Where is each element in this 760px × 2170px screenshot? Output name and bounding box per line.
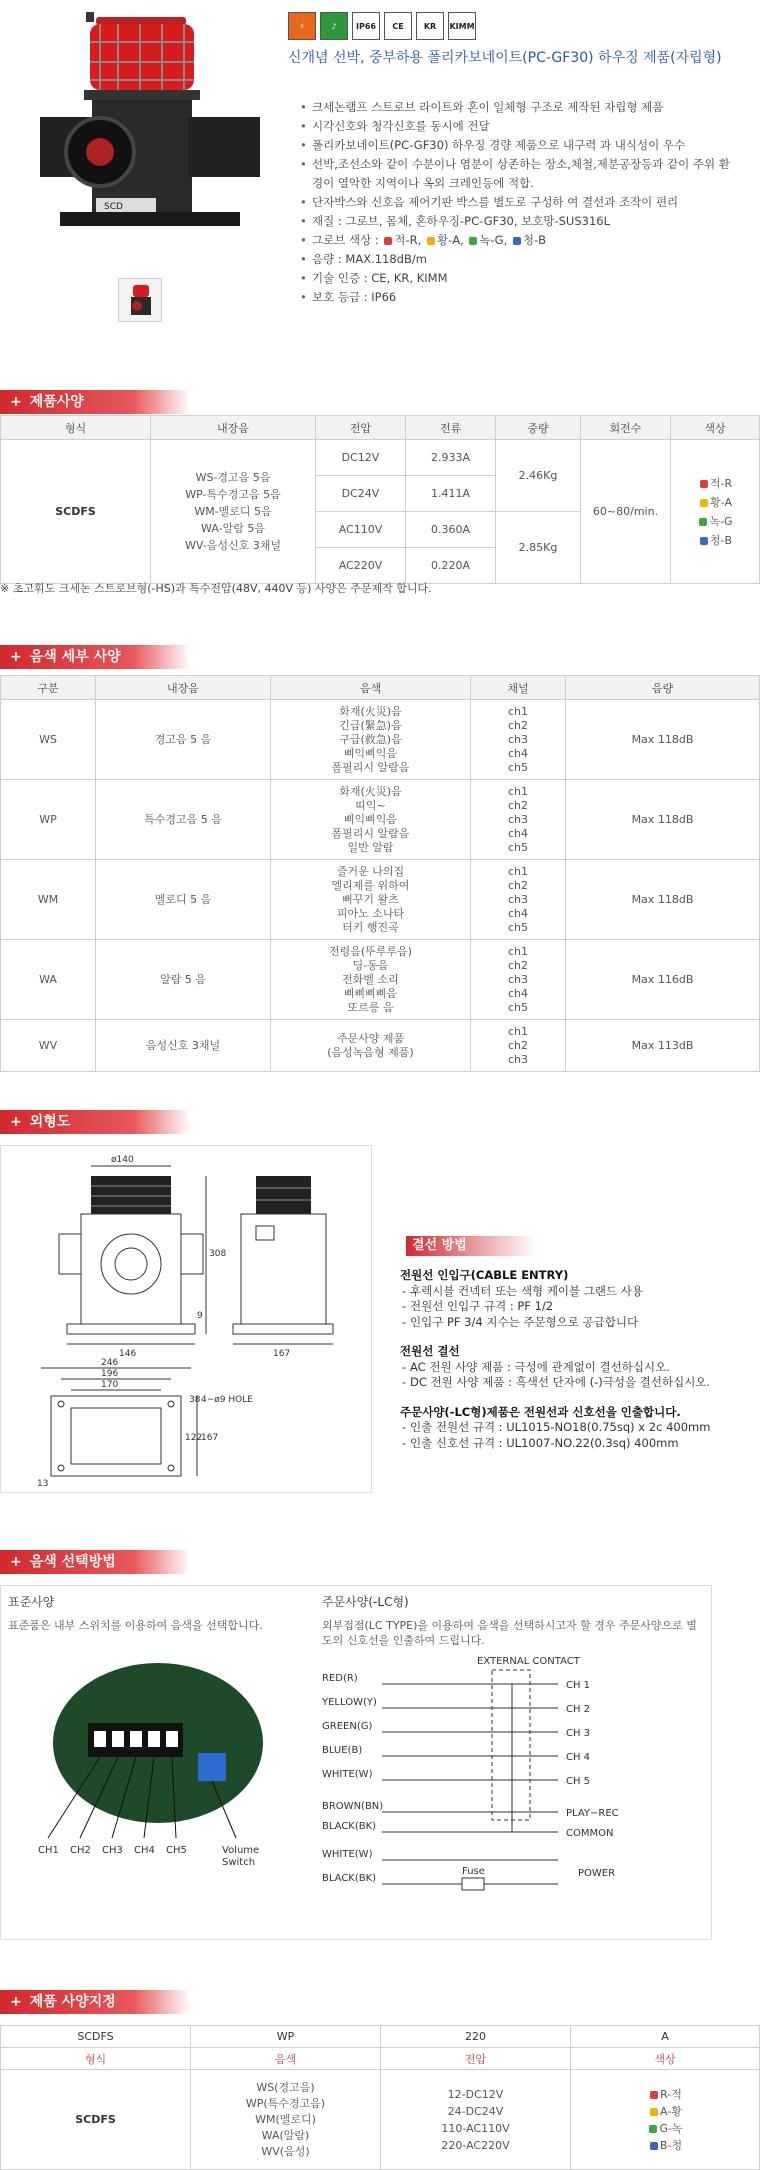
- channel: ch4: [507, 746, 529, 760]
- wire-label: BROWN(BN): [322, 1801, 384, 1812]
- wiring-item: - 후렉시블 컨넥터 또는 색형 케이블 그랜드 사용: [400, 1284, 755, 1300]
- sounds-cell: [191, 2070, 381, 2170]
- name-cell: 알람 5 음: [96, 940, 271, 1020]
- feature-item: • 재질 : 그로브, 몸체, 혼하우징-PC-GF30, 보호망-SUS316L: [300, 212, 740, 231]
- green-swatch-icon: [649, 2125, 657, 2133]
- channel: ch3: [507, 732, 529, 746]
- ce-badge: CE: [384, 12, 412, 40]
- tones-cell: [271, 700, 471, 780]
- color-label: 청-B: [522, 233, 547, 247]
- product-image: [40, 12, 260, 242]
- sound-item: WM-멜로디 5음: [194, 505, 272, 518]
- colors-cell: [571, 2070, 760, 2170]
- channels-cell: [471, 940, 566, 1020]
- product-title: 신개념 선박, 중부하용 폴리카보네이트(PC-GF30) 하우징 제품(자립형): [288, 50, 722, 66]
- sound-detail-table: [0, 675, 760, 1072]
- dim-label: 246: [101, 1358, 119, 1368]
- table-row: [1, 700, 760, 780]
- dim-label: 167: [273, 1349, 291, 1359]
- color-row: [671, 493, 759, 512]
- weight-cell: 2.85Kg: [496, 512, 581, 584]
- volume-cell: Max 118dB: [566, 860, 760, 940]
- tone: 피아노 소나타: [336, 906, 405, 920]
- red-swatch-icon: [700, 480, 708, 488]
- table-row: [1, 780, 760, 860]
- section-header-sound-select: + 음색 선택방법: [0, 1550, 190, 1574]
- voltage-option: 24-DC24V: [447, 2104, 504, 2118]
- channel: ch1: [507, 704, 529, 718]
- tone: 삐익삐익음: [343, 812, 398, 826]
- current-cell: 0.220A: [406, 548, 496, 584]
- voltage-cell: DC24V: [316, 476, 406, 512]
- volume-cell: Max 116dB: [566, 940, 760, 1020]
- spec-note: ※ 초고휘도 크세논 스트로브형(-HS)과 특수전압(48V, 440V 등) 사양은 주문제작 합니다.: [0, 582, 432, 595]
- wiring-item: - 인출 전원선 규격 : UL1015-NO18(0.75sq) x 2c 400mm: [400, 1420, 755, 1436]
- channel: ch5: [507, 1000, 529, 1014]
- feature-list: [300, 98, 740, 307]
- column-header: 색상: [571, 2048, 760, 2070]
- green-swatch-icon: [469, 237, 477, 245]
- colors-label: 그로브 색상 :: [312, 233, 379, 247]
- tones-cell: [271, 780, 471, 860]
- rpm-cell: 60~80/min.: [581, 440, 671, 584]
- column-header: 전압: [316, 416, 406, 440]
- channel: ch5: [507, 840, 529, 854]
- sound-option: WP(특수경고음): [245, 2096, 326, 2110]
- channel: ch3: [507, 972, 529, 986]
- volume-cell: Max 118dB: [566, 700, 760, 780]
- model-cell: SCDFS: [1, 2070, 191, 2170]
- lc-spec-panel: [322, 1593, 707, 1927]
- wire-label: GREEN(G): [322, 1721, 373, 1732]
- dim-label: 170: [101, 1380, 119, 1390]
- switch-label: CH3: [102, 1845, 123, 1856]
- dim-label: 146: [119, 1349, 137, 1359]
- color-row: [571, 2137, 759, 2154]
- voltage-cell: AC220V: [316, 548, 406, 584]
- diagram-title: EXTERNAL CONTACT: [477, 1656, 580, 1667]
- amber-swatch-icon: [427, 237, 435, 245]
- feature-item-colors: • 그로브 색상 : 적-R, 황-A, 녹-G, 청-B: [300, 231, 740, 250]
- column-header: 회전수: [581, 416, 671, 440]
- sound-option: WV(음성): [261, 2144, 310, 2158]
- dimension-drawing-box: [0, 1145, 372, 1493]
- tone: 딩-동음: [352, 958, 389, 972]
- color-row: [571, 2103, 759, 2120]
- code-cell: WP: [1, 780, 96, 860]
- ip66-badge: IP66: [352, 12, 380, 40]
- product-thumbnail[interactable]: [118, 278, 162, 322]
- kimm-badge: KIMM: [448, 12, 476, 40]
- channels-cell: [471, 700, 566, 780]
- channels-cell: [471, 1020, 566, 1072]
- wiring-item: - AC 전원 사양 제품 : 극성에 관계없이 결선하십시오.: [400, 1360, 755, 1376]
- panel-text: 표준품은 내부 스위치를 이용하여 음색을 선택합니다.: [8, 1619, 263, 1632]
- red-swatch-icon: [650, 2091, 658, 2099]
- sound-option: WA(알람): [261, 2128, 310, 2142]
- section-header-spec: + 제품사양: [0, 390, 190, 414]
- wiring-item: - DC 전원 사양 제품 : 흑색선 단자에 (-)극성을 결선하십시오.: [400, 1375, 755, 1391]
- tone: (음성녹음형 제품): [327, 1045, 414, 1059]
- column-header: 음색: [191, 2048, 381, 2070]
- wiring-instructions: [400, 1262, 755, 1451]
- wire-label: WHITE(W): [322, 1849, 373, 1860]
- switch-label: CH2: [70, 1845, 91, 1856]
- dip-switch-board: [8, 1643, 308, 1913]
- red-swatch-icon: [384, 237, 392, 245]
- section-header-sound-detail: + 음색 세부 사양: [0, 645, 190, 669]
- color-row: [671, 531, 759, 550]
- standard-spec-panel: [8, 1593, 314, 1916]
- color-label: A-황: [660, 2104, 682, 2118]
- voltage-option: 220-AC220V: [441, 2138, 510, 2152]
- ul-icon: ⚡: [288, 12, 316, 40]
- code-cell: WS: [1, 700, 96, 780]
- dim-label: 122: [185, 1433, 203, 1443]
- channel: ch2: [507, 798, 529, 812]
- current-cell: 2.933A: [406, 440, 496, 476]
- column-header: 음색: [271, 676, 471, 700]
- channel-label: COMMON: [566, 1828, 614, 1839]
- tone: 전령음(뚜루루음): [329, 944, 412, 958]
- dim-label: 308: [209, 1249, 227, 1259]
- dim-label: 196: [101, 1369, 119, 1379]
- name-cell: 경고음 5 음: [96, 700, 271, 780]
- tone: 삐익삐익음: [343, 746, 398, 760]
- panel-text: 외부접점(LC TYPE)을 이용하여 음색을 선택하시고자 할 경우 주문사양으로 별도의 신호선을 인출하여 드립니다.: [322, 1619, 697, 1647]
- color-row: [671, 474, 759, 493]
- column-header: 전류: [406, 416, 496, 440]
- wire-label: RED(R): [322, 1673, 358, 1684]
- wiring-heading: 전원선 결선: [400, 1344, 460, 1358]
- feature-item: • 기술 인증 : CE, KR, KIMM: [300, 269, 740, 288]
- section-header-ordering: + 제품 사양지정: [0, 1990, 190, 2014]
- switch-label: CH1: [38, 1845, 59, 1856]
- dim-label: 167: [201, 1433, 219, 1443]
- feature-item: • 단자박스와 신호음 제어기판 박스를 별도로 구성하 여 결선과 조작이 편리: [300, 193, 740, 212]
- column-header: 내장음: [151, 416, 316, 440]
- weight-cell: 2.46Kg: [496, 440, 581, 512]
- green-swatch-icon: [699, 518, 707, 526]
- color-row: [671, 512, 759, 531]
- amber-swatch-icon: [650, 2108, 658, 2116]
- code-cell: WM: [1, 860, 96, 940]
- tone: 화재(火災)음: [339, 784, 402, 798]
- channel: ch2: [507, 958, 529, 972]
- color-row: [571, 2120, 759, 2137]
- channel: ch1: [507, 864, 529, 878]
- channels-cell: [471, 860, 566, 940]
- column-header: 중량: [496, 416, 581, 440]
- channel: ch5: [507, 760, 529, 774]
- feature-item: • 보호 등급 : IP66: [300, 288, 740, 307]
- color-label: 녹-G: [479, 233, 504, 247]
- dimension-drawing: [1, 1146, 371, 1492]
- wire-label: BLUE(B): [322, 1745, 363, 1756]
- column-header: 음량: [566, 676, 760, 700]
- feature-item: • 음량 : MAX.118dB/m: [300, 250, 740, 269]
- column-header: 전압: [381, 2048, 571, 2070]
- order-code: A: [571, 2026, 760, 2048]
- switch-label: CH5: [166, 1845, 187, 1856]
- tone: 구급(救急)음: [339, 732, 402, 746]
- colors-cell: [671, 440, 760, 584]
- color-label: 황-A: [436, 233, 461, 247]
- column-header: 형식: [1, 2048, 191, 2070]
- dim-label: ø140: [111, 1155, 134, 1165]
- tone: 삐삐삐삐음: [343, 986, 398, 1000]
- column-header: 채널: [471, 676, 566, 700]
- model-cell: SCDFS: [1, 440, 151, 584]
- column-header: 색상: [671, 416, 760, 440]
- channel: ch4: [507, 906, 529, 920]
- blue-swatch-icon: [513, 237, 521, 245]
- dim-label: 9: [197, 1311, 203, 1321]
- name-cell: 음성신호 3채널: [96, 1020, 271, 1072]
- switch-label: CH4: [134, 1845, 155, 1856]
- tone: 주문사양 제품: [336, 1031, 405, 1045]
- channel-label: CH 5: [566, 1776, 591, 1787]
- tone: 전화벨 소리: [342, 972, 399, 986]
- voltages-cell: [381, 2070, 571, 2170]
- feature-item: • 폴리카보네이트(PC-GF30) 하우징 경량 제품으로 내구력 과 내식성이 우수: [300, 136, 740, 155]
- blue-swatch-icon: [650, 2142, 658, 2150]
- feature-item: • 시각신호와 청각신호를 동시에 전달: [300, 117, 740, 136]
- wiring-item: - 인출 신호선 규격 : UL1007-NO.22(0.3sq) 400mm: [400, 1436, 755, 1452]
- channel: ch1: [507, 1024, 529, 1038]
- amber-swatch-icon: [700, 499, 708, 507]
- horn-icon: ♪: [320, 12, 348, 40]
- sound-item: WV-음성신호 3채널: [185, 539, 281, 552]
- fuse-label: Fuse: [462, 1866, 485, 1877]
- sound-option: WS(경고음): [256, 2080, 315, 2094]
- channel: ch2: [507, 718, 529, 732]
- feature-item: • 크세논램프 스트로브 라이트와 혼이 일체형 구조로 제작된 자립형 제품: [300, 98, 740, 117]
- channel-label: CH 2: [566, 1704, 591, 1715]
- section-header-dimension: + 외형도: [0, 1110, 190, 1134]
- kr-badge: KR: [416, 12, 444, 40]
- tone: 터키 행진곡: [342, 920, 399, 934]
- blue-swatch-icon: [700, 537, 708, 545]
- current-cell: 0.360A: [406, 512, 496, 548]
- tones-cell: [271, 940, 471, 1020]
- wire-label: YELLOW(Y): [322, 1697, 377, 1708]
- dim-label: 38: [189, 1395, 201, 1405]
- channel: ch3: [507, 812, 529, 826]
- channel: ch1: [507, 944, 529, 958]
- voltage-cell: DC12V: [316, 440, 406, 476]
- tone: 엘리제를 위하여: [331, 878, 410, 892]
- tone: 즐거운 나의집: [336, 864, 405, 878]
- color-label: 적-R: [709, 476, 733, 490]
- wiring-heading: 주문사양(-LC형)제품은 전원선과 신호선을 인출합니다.: [400, 1404, 681, 1419]
- channel: ch4: [507, 986, 529, 1000]
- name-cell: 멜로디 5 음: [96, 860, 271, 940]
- voltage-option: 110-AC110V: [441, 2121, 510, 2135]
- wire-label: BLACK(BK): [322, 1821, 377, 1832]
- sound-item: WA-알람 5음: [201, 522, 265, 535]
- external-contact-diagram: [322, 1654, 702, 1924]
- sound-option: WM(멜로디): [255, 2112, 316, 2126]
- color-label: 청-B: [709, 533, 733, 547]
- color-label: 적-R: [394, 233, 418, 247]
- table-row: [1, 1020, 760, 1072]
- color-label: R-적: [660, 2087, 682, 2101]
- tone: 긴급(緊急)음: [339, 718, 402, 732]
- wiring-item: - 전원선 인입구 규격 : PF 1/2: [400, 1299, 755, 1315]
- color-label: B-청: [659, 2138, 683, 2152]
- tones-cell: [271, 860, 471, 940]
- name-cell: 특수경고음 5 음: [96, 780, 271, 860]
- code-cell: WV: [1, 1020, 96, 1072]
- channel: ch4: [507, 826, 529, 840]
- certification-badges: [288, 12, 476, 40]
- color-label: 녹-G: [709, 514, 733, 528]
- dim-label: 4−ø9 HOLE: [201, 1395, 253, 1405]
- channel-label: PLAY−REC: [566, 1808, 619, 1819]
- order-code: 220: [381, 2026, 571, 2048]
- wire-label: BLACK(BK): [322, 1873, 377, 1884]
- tone: 띠익~: [355, 798, 386, 812]
- channel: ch2: [507, 878, 529, 892]
- channel-label: CH 1: [566, 1680, 591, 1691]
- volume-cell: Max 118dB: [566, 780, 760, 860]
- panel-caption: 주문사양(-LC형): [322, 1595, 409, 1609]
- panel-caption: 표준사양: [8, 1595, 55, 1609]
- table-row: [1, 860, 760, 940]
- channel-label: CH 3: [566, 1728, 591, 1739]
- color-label: G-녹: [659, 2121, 683, 2135]
- channel: ch5: [507, 920, 529, 934]
- voltage-option: 12-DC12V: [447, 2087, 504, 2101]
- tone: 화재(火災)음: [339, 704, 402, 718]
- tone: 또르릉 음: [347, 1000, 394, 1014]
- sound-item: WS-경고음 5음: [195, 471, 271, 484]
- channel-label: CH 4: [566, 1752, 591, 1763]
- wiring-item: - 인입구 PF 3/4 지수는 주문형으로 공급합니다: [400, 1315, 755, 1331]
- order-code: WP: [191, 2026, 381, 2048]
- tone: 폼필리시 알람음: [331, 826, 410, 840]
- tones-cell: [271, 1020, 471, 1072]
- column-header: 내장음: [96, 676, 271, 700]
- column-header: 형식: [1, 416, 151, 440]
- channel: ch1: [507, 784, 529, 798]
- dim-label: 13: [37, 1479, 49, 1489]
- channel: ch2: [507, 1038, 529, 1052]
- switch-label: Switch: [222, 1857, 256, 1868]
- sound-item: WP-특수경고음 5음: [185, 488, 281, 501]
- tone: 폼필리시 알람음: [331, 760, 410, 774]
- switch-label: Volume: [222, 1845, 260, 1856]
- code-cell: WA: [1, 940, 96, 1020]
- sounds-cell: [151, 440, 316, 584]
- spec-table: [0, 415, 760, 584]
- ordering-table: [0, 2025, 760, 2170]
- section-header-wiring: 결선 방법: [406, 1236, 536, 1256]
- channel: ch3: [507, 892, 529, 906]
- wire-label: WHITE(W): [322, 1769, 373, 1780]
- channels-cell: [471, 780, 566, 860]
- table-row: [1, 940, 760, 1020]
- column-header: 구분: [1, 676, 96, 700]
- product-label: SCD: [104, 202, 123, 212]
- tone: 뻐꾸기 왈츠: [342, 892, 399, 906]
- order-code: SCDFS: [1, 2026, 191, 2048]
- feature-item: • 선박,조선소와 같이 수분이나 염분이 상존하는 장소,체철,제분공장등과 같이 주위 환경이 열악한 지역이나 옥외 크레인등에 적합.: [300, 155, 740, 193]
- channel: ch3: [507, 1052, 529, 1066]
- color-label: 황-A: [709, 495, 733, 509]
- wiring-heading: 전원선 인입구(CABLE ENTRY): [400, 1268, 569, 1282]
- current-cell: 1.411A: [406, 476, 496, 512]
- tone: 일반 알람: [347, 840, 394, 854]
- volume-cell: Max 113dB: [566, 1020, 760, 1072]
- power-label: POWER: [578, 1868, 616, 1879]
- voltage-cell: AC110V: [316, 512, 406, 548]
- color-row: [571, 2086, 759, 2103]
